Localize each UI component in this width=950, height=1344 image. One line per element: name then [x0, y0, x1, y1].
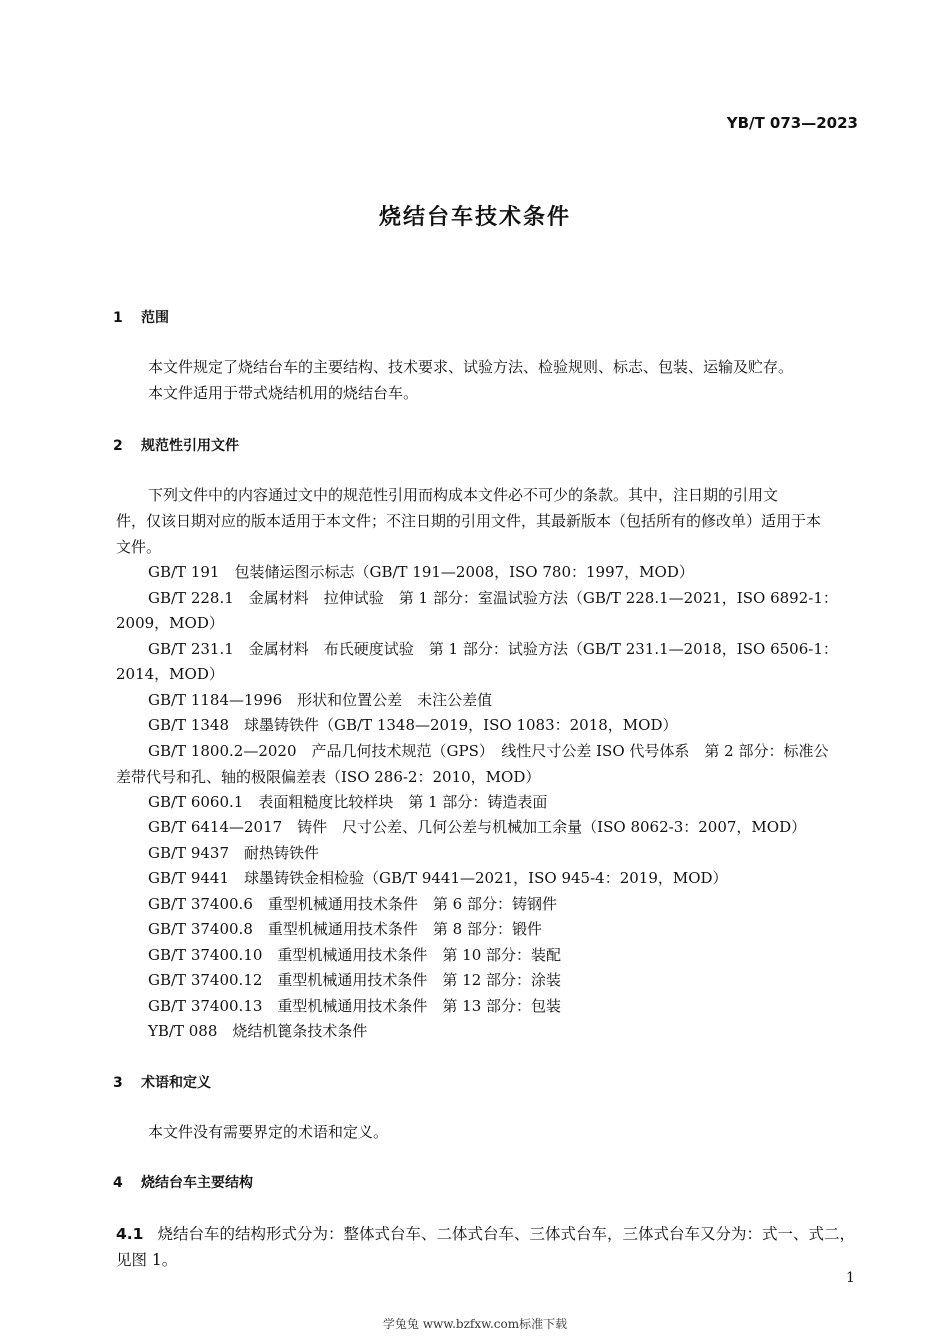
section-number: 1 [113, 310, 123, 326]
section-title: 术语和定义 [141, 1075, 211, 1091]
clause-text: 烧结台车的结构形式分为：整体式台车、二体式台车、三体式台车，三体式台车又分为：式一、式二， [157, 1225, 855, 1243]
reference-line: GB/T 6060.1 表面粗糙度比较样块 第 1 部分：铸造表面 [148, 793, 548, 811]
section-1-heading [113, 307, 169, 327]
reference-line: GB/T 6414—2017 铸件 尺寸公差、几何公差与机械加工余量（ISO 8062-3：2007，MOD） [148, 818, 807, 836]
section-2-heading [113, 435, 239, 455]
reference-line: GB/T 37400.8 重型机械通用技术条件 第 8 部分：锻件 [148, 920, 542, 938]
paragraph: 本文件适用于带式烧结机用的烧结台车。 [148, 384, 419, 402]
reference-line: GB/T 228.1 金属材料 拉伸试验 第 1 部分：室温试验方法（GB/T 228.1—2021，ISO 6892-1： [148, 589, 838, 607]
page-number: 1 [846, 1270, 855, 1286]
section-3-heading [113, 1072, 211, 1092]
reference-line: GB/T 231.1 金属材料 布氏硬度试验 第 1 部分：试验方法（GB/T 231.1—2018，ISO 6506-1： [148, 640, 838, 658]
reference-line: GB/T 37400.12 重型机械通用技术条件 第 12 部分：涂装 [148, 971, 562, 989]
reference-line: GB/T 37400.6 重型机械通用技术条件 第 6 部分：铸钢件 [148, 895, 557, 913]
reference-line: GB/T 37400.10 重型机械通用技术条件 第 10 部分：装配 [148, 946, 562, 964]
clause-continuation: 见图 1。 [116, 1251, 178, 1269]
intro-line: 件，仅该日期对应的版本适用于本文件；不注日期的引用文件，其最新版本（包括所有的修改单）适用于本 [116, 512, 822, 530]
section-title: 烧结台车主要结构 [141, 1175, 253, 1191]
section-number: 4 [113, 1175, 123, 1191]
reference-line: GB/T 1800.2—2020 产品几何技术规范（GPS） 线性尺寸公差 ISO 代号体系 第 2 部分：标准公 [148, 742, 829, 760]
section-number: 3 [113, 1075, 123, 1091]
document-title: 烧结台车技术条件 [378, 205, 571, 230]
reference-line: 2014，MOD） [116, 665, 224, 683]
clause-4-1 [116, 1222, 855, 1244]
clause-number: 4.1 [116, 1225, 144, 1243]
reference-line: GB/T 1348 球墨铸铁件（GB/T 1348—2019，ISO 1083：2018，MOD） [148, 716, 678, 734]
section-number: 2 [113, 438, 123, 454]
reference-line: GB/T 191 包装储运图示标志（GB/T 191—2008，ISO 780：1997，MOD） [148, 563, 694, 581]
paragraph: 本文件没有需要界定的术语和定义。 [148, 1123, 389, 1141]
section-4-heading [113, 1172, 253, 1192]
standard-code: YB/T 073—2023 [726, 114, 858, 132]
intro-line: 下列文件中的内容通过文中的规范性引用而构成本文件必不可少的条款。其中，注日期的引用文 [148, 486, 779, 504]
reference-line: GB/T 37400.13 重型机械通用技术条件 第 13 部分：包装 [148, 997, 562, 1015]
reference-line: GB/T 1184—1996 形状和位置公差 未注公差值 [148, 691, 493, 709]
reference-line: GB/T 9441 球墨铸铁金相检验（GB/T 9441—2021，ISO 945-4：2019，MOD） [148, 869, 728, 887]
reference-line: GB/T 9437 耐热铸铁件 [148, 844, 320, 862]
reference-line: 差带代号和孔、轴的极限偏差表（ISO 286-2：2010，MOD） [116, 768, 541, 786]
paragraph: 本文件规定了烧结台车的主要结构、技术要求、试验方法、检验规则、标志、包装、运输及贮存。 [148, 358, 794, 376]
intro-line: 文件。 [116, 538, 162, 556]
section-title: 规范性引用文件 [141, 438, 239, 454]
section-title: 范围 [141, 310, 169, 326]
footer-watermark: 学兔兔 www.bzfxw.com标准下载 [382, 1317, 568, 1331]
reference-line: YB/T 088 烧结机篦条技术条件 [148, 1022, 368, 1040]
reference-line: 2009，MOD） [116, 614, 224, 632]
